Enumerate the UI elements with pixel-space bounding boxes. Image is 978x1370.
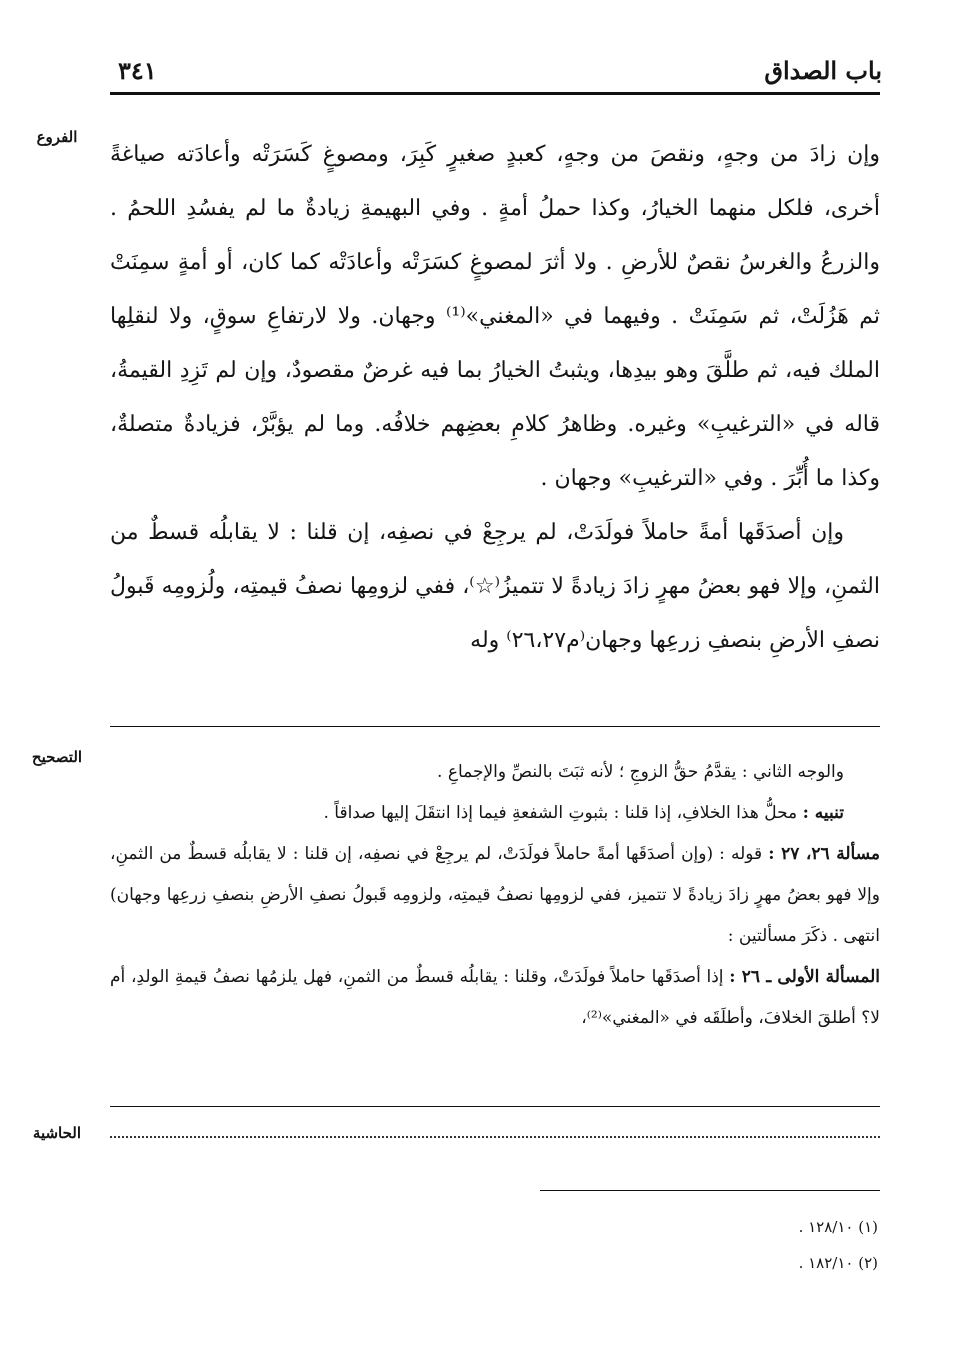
- section-divider: [110, 726, 880, 727]
- annotation-dotted-line: [110, 1136, 880, 1138]
- side-label-branches: الفروع: [36, 128, 78, 146]
- tanbih-text: محلُّ هذا الخلافِ، إذا قلنا : بثبوتِ الشفعةِ فيما إذا انتقَلَ إليها صداقاً .: [323, 803, 798, 823]
- main-paragraph: وإن زادَ من وجهٍ، ونقصَ من وجهٍ، كعبدٍ صغيرٍ كَبِرَ، ومصوغٍ كَسَرَتْه وأعادَته صياغةً أخرى، فلكل منهما الخيارُ، وكذا حملُ أمةٍ . وفي البهيمةِ زيادةٌ ما لم يفسُدِ اللحمُ . والزرعُ والغرسُ نقصٌ للأرضِ . ولا أثرَ لمصوغٍ كسَرَتْه وأعادَتْه كما كان، أو أمةٍ سمِنَتْ ثم هَزُلَتْ، ثم سَمِنَتْ . وفيهما في «المغني»⁽¹⁾ وجهان. ولا لارتفاعِ سوقٍ، ولا لنقلِها الملك فيه، ثم طلَّقَ وهو بيدِها، ويثبتُ الخيارُ بما فيه غرضٌ مقصودٌ، وإن لم تَزِدِ القيمةُ، قاله في «الترغيبِ» وغيره. وظاهرُ كلامِ بعضِهم خلافُه. وما لم يؤبَّرْ، فزيادةٌ متصلةٌ، وكذا ما أُبِّرَ . وفي «الترغيبِ» وجهان .: [110, 142, 880, 491]
- first-question-text: إذا أصدَقَها حاملاً فولَدَتْ، وقلنا : يقابلُه قسطٌ من الثمنِ، فهل يلزمُها نصفُ قيمةِ الولدِ، أم لا؟ أطلقَ الخلافَ، وأطلَقَه في «المغني»⁽²⁾،: [110, 967, 880, 1028]
- tanbih-label: تنبيه :: [802, 803, 844, 823]
- section-divider: [110, 1106, 880, 1107]
- correction-section: [110, 752, 880, 1039]
- correction-line: والوجه الثاني : يقدَّمُ حقُّ الزوجِ ؛ لأنه ثبَتَ بالنصِّ والإجماعِ .: [437, 762, 844, 782]
- footnote: (٢) ١٨٢/١٠ .: [798, 1254, 878, 1272]
- first-question-label: المسألة الأولى ـ ٢٦ :: [729, 967, 880, 987]
- masala-text: قوله : (وإن أصدَقَها أمةً حاملاً فولَدَتْ، لم يرجِعْ في نصفِه، إن قلنا : لا يقابلُه قسطٌ من الثمنِ، وإلا فهو بعضُ مهرٍ زادَ زيادةً لا تتميز، ففي لزومِها نصفُ قيمتِه، ولزومِه قَبولُ نصفِ الأرضِ بنصفِ زرعِها وجهان) انتهى . ذكَرَ مسألتين :: [110, 844, 880, 946]
- header-rule: [110, 92, 880, 95]
- page-number: ٣٤١: [118, 56, 157, 85]
- footnote: (١) ١٢٨/١٠ .: [798, 1218, 878, 1236]
- masala-paragraph: [110, 834, 880, 957]
- main-paragraph: وإن أصدَقَها أمةً حاملاً فولَدَتْ، لم يرجِعْ في نصفِه، إن قلنا : لا يقابلُه قسطٌ من الثمنِ، وإلا فهو بعضُ مهرٍ زادَ زيادةً لا تتميزُ⁽☆⁾، ففي لزومِها نصفُ قيمتِه، ولُزومِه قَبولُ نصفِ الأرضِ بنصفِ زرعِها وجهان⁽م٢٦،٢٧⁾ وله: [110, 520, 880, 653]
- masala-label: مسألة ٢٦، ٢٧ :: [768, 844, 881, 864]
- tanbih-line: [110, 793, 880, 834]
- main-text: [110, 128, 880, 668]
- first-question-paragraph: [110, 957, 880, 1039]
- side-label-correction: التصحيح: [31, 748, 83, 766]
- side-label-annotation: الحاشية: [32, 1124, 82, 1142]
- footnote-rule: [540, 1190, 880, 1191]
- chapter-title: باب الصداق: [764, 56, 882, 85]
